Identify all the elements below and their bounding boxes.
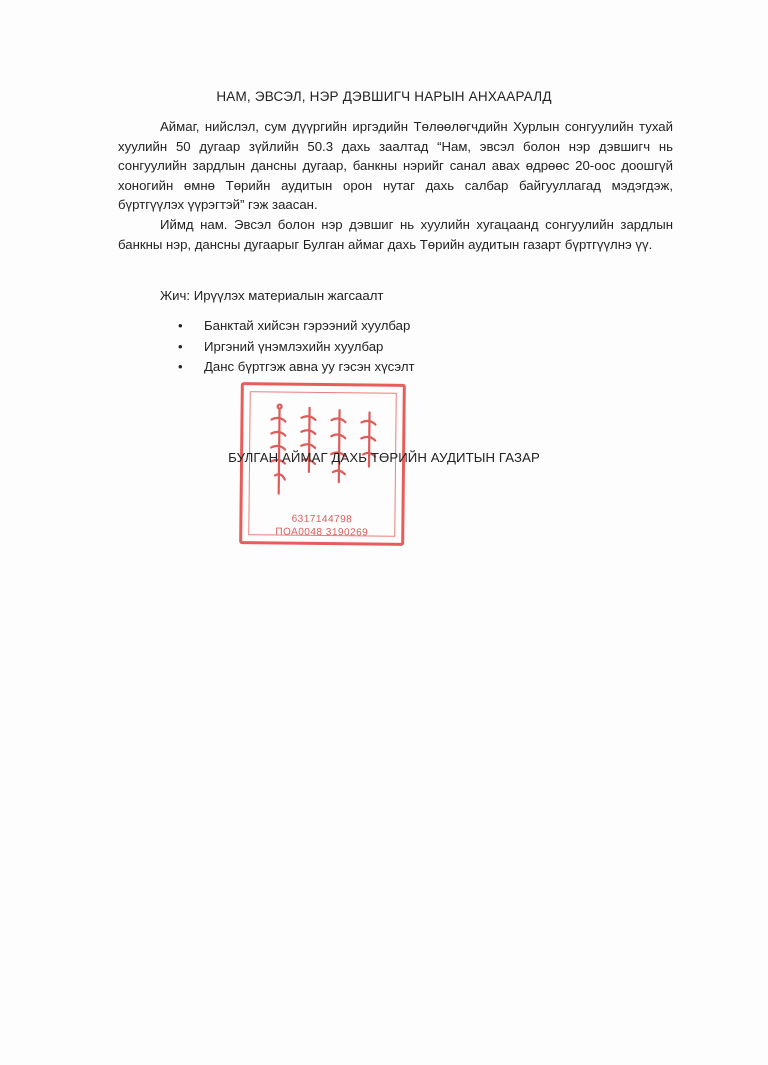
document-title: НАМ, ЭВСЭЛ, НЭР ДЭВШИГЧ НАРЫН АНХААРАЛД xyxy=(216,89,552,104)
paragraph-1: Аймаг, нийслэл, сум дүүргийн иргэдийн Төлөөлөгчдийн Хурлын сонгуулийн тухай хуулийн 50 дугаар зүйлийн 50.3 дахь заалтад “Нам, эвсэл болон нэр дэвшигч нь сонгуулийн зардлын дансны дугаар, банкны нэрийг санал авах өдрөөс 20-оос доошгүй хоногийн өмнө Төрийн аудитын орон нутаг дахь салбар байгууллагад мэдэгдэж, бүртгүүлэх үүрэгтэй” гэж заасан. xyxy=(118,119,673,212)
paragraph-2: Иймд нам. Эвсэл болон нэр дэвшиг нь хуулийн хугацаанд сонгуулийн зардлын банкны нэр, дансны дугаарыг Булган аймаг дахь Төрийн аудитын газарт бүртгүүлнэ үү. xyxy=(118,217,673,252)
signature-line: БУЛГАН АЙМАГ ДАХЬ ТӨРИЙН АУДИТЫН ГАЗАР xyxy=(228,450,540,465)
list-item: • Иргэний үнэмлэхийн хуулбар xyxy=(160,337,415,358)
stamp-number-2: ПОА0048 3190269 xyxy=(275,526,369,539)
list-item: • Данс бүртгэж авна уу гэсэн хүсэлт xyxy=(160,357,415,378)
attachments-list xyxy=(160,316,415,378)
list-item: • Банктай хийсэн гэрээний хуулбар xyxy=(160,316,415,337)
attachments-label: Жич: Ирүүлэх материалын жагсаалт xyxy=(160,288,384,303)
stamp-number-1: 6317144798 xyxy=(291,513,353,526)
